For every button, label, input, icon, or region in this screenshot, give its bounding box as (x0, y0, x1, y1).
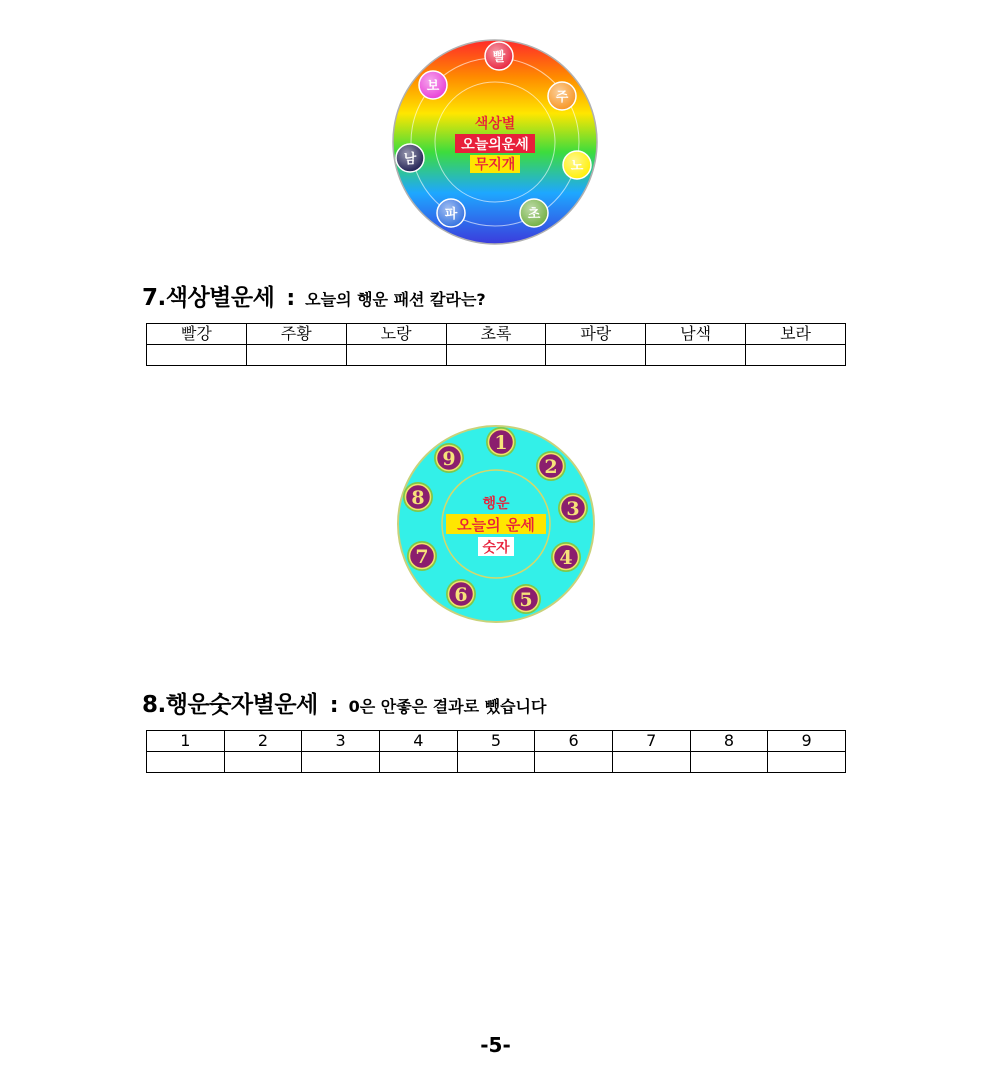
number-dot-9 (434, 443, 464, 473)
table-value-cell[interactable] (768, 752, 846, 773)
number-dot-label: 9 (442, 448, 456, 470)
color-dot-label: 초 (527, 207, 541, 222)
number-dot-label: 4 (559, 547, 573, 569)
color-dot-3 (563, 151, 591, 179)
number-dot-label: 8 (411, 487, 425, 509)
color-wheel-center-line-3: 무지개 (474, 157, 516, 173)
table-header-cell: 9 (768, 731, 846, 752)
table-row (147, 752, 846, 773)
table-header-cell: 주황 (246, 324, 346, 345)
color-dot-1 (485, 42, 513, 70)
number-dot-3 (558, 493, 588, 523)
table-header-cell: 6 (535, 731, 613, 752)
number-dot-label: 3 (566, 498, 580, 520)
number-fortune-wheel (396, 424, 596, 624)
table-header-cell: 5 (457, 731, 535, 752)
table-header-cell: 4 (379, 731, 457, 752)
table-value-cell[interactable] (546, 345, 646, 366)
section-8-colon: : (329, 693, 339, 718)
number-dot-label: 2 (544, 456, 558, 478)
table-header-cell: 노랑 (346, 324, 446, 345)
number-dot-label: 6 (454, 584, 468, 606)
color-dot-label: 주 (555, 90, 569, 105)
section-7-subtitle: 오늘의 행운 패션 칼라는? (305, 290, 486, 309)
number-dot-1 (486, 427, 516, 457)
number-dot-8 (403, 482, 433, 512)
section-8-subtitle: 0은 안좋은 결과로 뺐습니다 (348, 697, 547, 716)
color-dot-5 (437, 199, 465, 227)
color-wheel-center-line-1: 색상별 (474, 116, 516, 132)
number-wheel-graphic (396, 424, 596, 624)
number-wheel-center-line-3: 숫자 (482, 540, 510, 556)
color-wheel-graphic (391, 38, 599, 246)
section-8-title: 8.행운숫자별운세 (142, 692, 318, 718)
table-value-cell[interactable] (746, 345, 846, 366)
number-dot-4 (551, 542, 581, 572)
table-header-cell: 초록 (446, 324, 546, 345)
table-header-row (147, 731, 846, 752)
table-value-cell[interactable] (646, 345, 746, 366)
table-value-cell[interactable] (302, 752, 380, 773)
number-dot-5 (511, 584, 541, 614)
color-fortune-wheel (391, 38, 599, 246)
table-value-cell[interactable] (446, 345, 546, 366)
number-dot-label: 5 (519, 589, 533, 611)
table-value-cell[interactable] (224, 752, 302, 773)
table-header-cell: 남색 (646, 324, 746, 345)
number-fortune-table (146, 730, 846, 773)
table-header-row (147, 324, 846, 345)
table-header-cell: 3 (302, 731, 380, 752)
color-dot-label: 보 (426, 79, 440, 94)
table-header-cell: 빨강 (147, 324, 247, 345)
section-8-heading (142, 686, 546, 719)
table-header-cell: 파랑 (546, 324, 646, 345)
table-value-cell[interactable] (147, 752, 225, 773)
table-value-cell[interactable] (346, 345, 446, 366)
table-value-cell[interactable] (612, 752, 690, 773)
color-dot-7 (419, 71, 447, 99)
number-wheel-center-line-1: 행운 (482, 496, 510, 512)
section-7-heading (142, 279, 486, 312)
table-header-cell: 보라 (746, 324, 846, 345)
table-header-cell: 1 (147, 731, 225, 752)
number-dot-2 (536, 451, 566, 481)
table-value-cell[interactable] (457, 752, 535, 773)
page-number: -5- (480, 1033, 511, 1057)
number-dot-label: 1 (494, 432, 508, 454)
number-dot-label: 7 (415, 546, 429, 568)
color-dot-label: 파 (444, 207, 458, 222)
color-fortune-table (146, 323, 846, 366)
number-dot-7 (407, 541, 437, 571)
table-row (147, 345, 846, 366)
table-value-cell[interactable] (147, 345, 247, 366)
color-dot-2 (548, 82, 576, 110)
table-header-cell: 2 (224, 731, 302, 752)
table-value-cell[interactable] (690, 752, 768, 773)
number-wheel-center-line-2: 오늘의 운세 (457, 516, 535, 534)
color-dot-label: 빨 (492, 50, 506, 65)
color-dot-6 (396, 144, 424, 172)
table-header-cell: 7 (612, 731, 690, 752)
table-value-cell[interactable] (379, 752, 457, 773)
section-7-colon: : (286, 286, 296, 311)
section-7-title: 7.색상별운세 (142, 285, 275, 311)
color-dot-label: 노 (570, 159, 584, 174)
color-wheel-center-line-2: 오늘의운세 (461, 137, 529, 153)
table-value-cell[interactable] (535, 752, 613, 773)
number-dot-6 (446, 579, 476, 609)
table-value-cell[interactable] (246, 345, 346, 366)
color-dot-4 (520, 199, 548, 227)
table-header-cell: 8 (690, 731, 768, 752)
color-dot-label: 남 (403, 152, 417, 167)
